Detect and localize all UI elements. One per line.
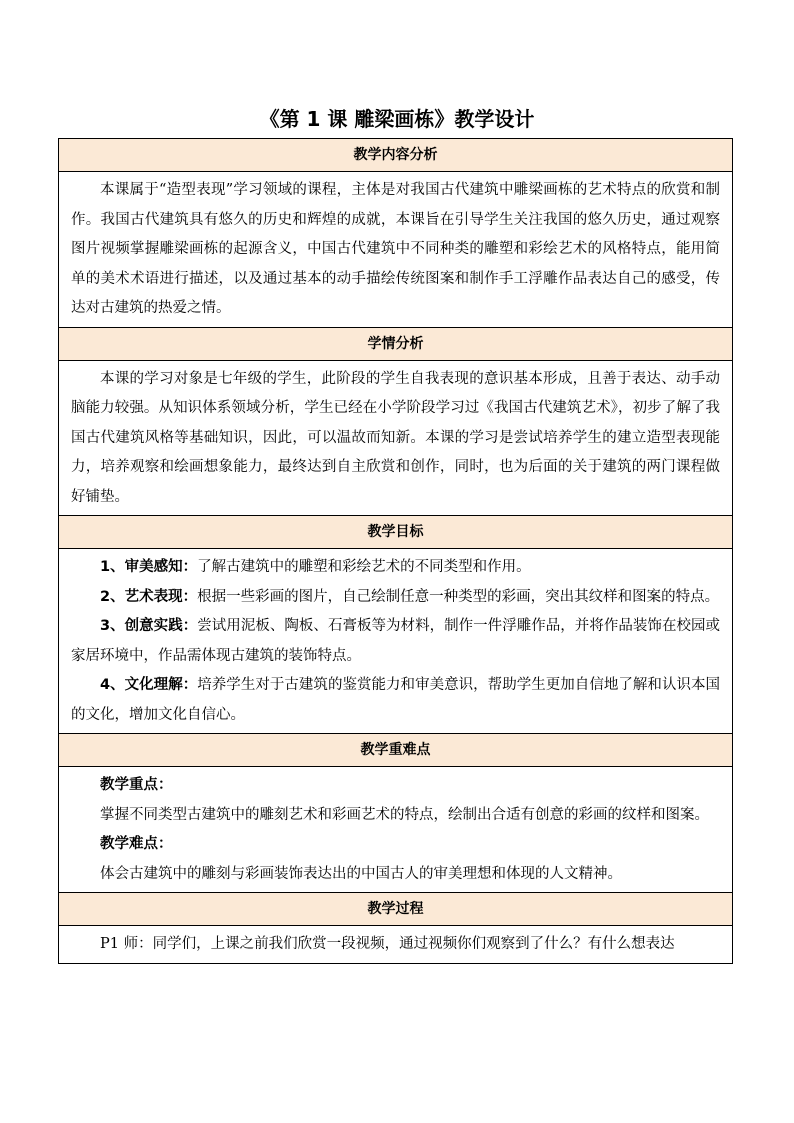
section-header-content-analysis: 教学内容分析 bbox=[59, 139, 733, 172]
focus-label: 教学重点： bbox=[100, 777, 173, 793]
section-header-learner-analysis: 学情分析 bbox=[59, 327, 733, 360]
section-body-row bbox=[59, 360, 733, 516]
section-body-objectives bbox=[59, 549, 733, 734]
section-body-row bbox=[59, 549, 733, 734]
section-body-process bbox=[59, 926, 733, 964]
section-header-process: 教学过程 bbox=[59, 893, 733, 926]
section-body-learner-analysis bbox=[59, 360, 733, 516]
objective-text: 尝试用泥板、陶板、石膏板等为材料，制作一件浮雕作品，并将作品装饰在校园或家居环境中，作品需体现古建筑的装饰特点。 bbox=[71, 618, 721, 664]
section-body-row bbox=[59, 926, 733, 964]
section-header-row bbox=[59, 734, 733, 767]
focus-text: 掌握不同类型古建筑中的雕刻艺术和彩画艺术的特点，绘制出合适有创意的彩画的纹样和图案。 bbox=[100, 806, 709, 823]
paragraph: P1 师：同学们，上课之前我们欣赏一段视频，通过视频你们观察到了什么？有什么想表达 bbox=[100, 936, 675, 952]
objective-label: 4、文化理解： bbox=[100, 677, 198, 693]
paragraph: 本课属于“造型表现”学习领域的课程，主体是对我国古代建筑中雕梁画栋的艺术特点的欣赏和制作。我国古代建筑具有悠久的历史和辉煌的成就，本课旨在引导学生关注我国的悠久历史，通过观察图片视频掌握雕梁画栋的起源含义，中国古代建筑中不同种类的雕塑和彩绘艺术的风格特点，能用简单的美术术语进行描述，以及通过基本的动手描绘传统图案和制作手工浮雕作品表达自己的感受，传达对古建筑的热爱之情。 bbox=[71, 182, 720, 316]
objective-item bbox=[71, 553, 720, 583]
objective-text: 了解古建筑中的雕塑和彩绘艺术的不同类型和作用。 bbox=[197, 559, 531, 575]
lesson-plan-table bbox=[58, 138, 733, 964]
section-header-row bbox=[59, 139, 733, 172]
section-header-row bbox=[59, 327, 733, 360]
objective-label: 1、审美感知： bbox=[100, 559, 198, 575]
section-header-row bbox=[59, 893, 733, 926]
objective-item bbox=[71, 612, 720, 671]
difficulty-label: 教学难点： bbox=[100, 836, 173, 852]
objective-item bbox=[71, 671, 720, 730]
section-header-key-points: 教学重难点 bbox=[59, 734, 733, 767]
objective-text: 根据一些彩画的图片，自己绘制任意一种类型的彩画，突出其纹样和图案的特点。 bbox=[197, 588, 720, 605]
paragraph: 本课的学习对象是七年级的学生，此阶段的学生自我表现的意识基本形成，且善于表达、动手动脑能力较强。从知识体系领域分析，学生已经在小学阶段学习过《我国古代建筑艺术》，初步了解了我国古代建筑风格等基础知识，因此，可以温故而知新。本课的学习是尝试培养学生的建立造型表现能力，培养观察和绘画想象能力，最终达到自主欣赏和创作，同时，也为后面的关于建筑的两门课程做好铺垫。 bbox=[71, 370, 720, 505]
section-body-row bbox=[59, 767, 733, 893]
section-header-objectives: 教学目标 bbox=[59, 516, 733, 549]
section-body-row bbox=[59, 172, 733, 328]
objective-label: 3、创意实践： bbox=[100, 618, 198, 634]
section-body-key-points bbox=[59, 767, 733, 893]
document-title: 《第 1 课 雕梁画栋》教学设计 bbox=[259, 107, 535, 131]
objective-text: 培养学生对于古建筑的鉴赏能力和审美意识，帮助学生更加自信地了解和认识本国的文化，增加文化自信心。 bbox=[71, 677, 721, 723]
section-body-content-analysis bbox=[59, 172, 733, 328]
section-header-row bbox=[59, 516, 733, 549]
objective-label: 2、艺术表现： bbox=[100, 588, 198, 605]
difficulty-text: 体会古建筑中的雕刻与彩画装饰表达出的中国古人的审美理想和体现的人文精神。 bbox=[100, 865, 622, 882]
objective-item bbox=[71, 583, 720, 613]
